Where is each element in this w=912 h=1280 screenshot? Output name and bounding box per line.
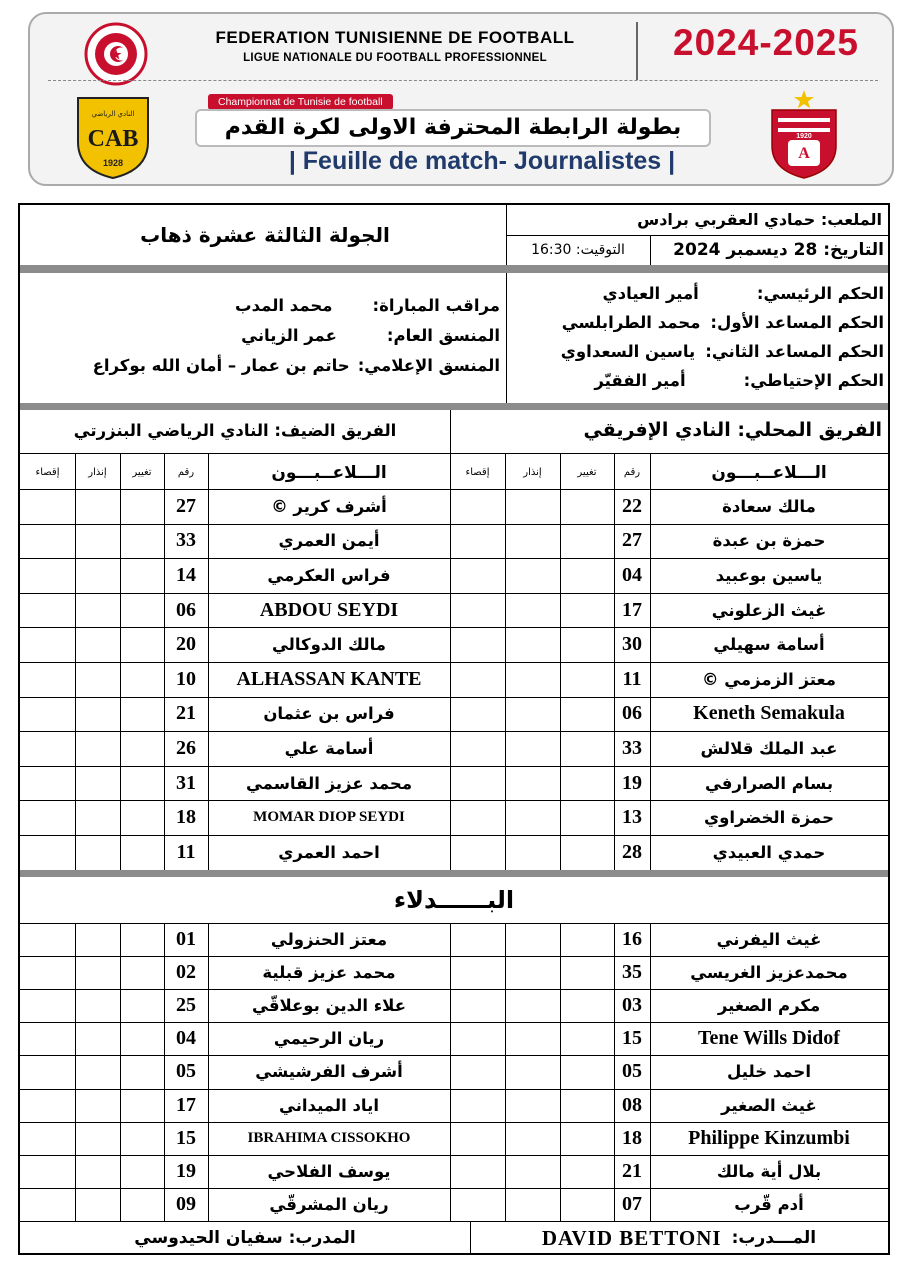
home-player-name: Tene Wills Didof — [698, 1027, 840, 1050]
column-line — [505, 489, 506, 870]
home-coach — [476, 1221, 882, 1255]
home-player-name: غيث الزعلوني — [711, 600, 827, 620]
column-line — [650, 923, 651, 1221]
referee-label: الحكم الرئيسي: — [756, 284, 884, 303]
home-player-name: بسام الصرارفي — [704, 773, 834, 793]
home-player-number: 30 — [622, 633, 642, 656]
assistant1-name: محمد الطرابلسي — [561, 313, 701, 332]
away-team-label: الفريق الضيف: النادي الرياضي البنزرتي — [73, 421, 397, 440]
league-title-arabic: بطولة الرابطة المحترفة الاولى لكرة القدم — [195, 109, 711, 147]
away-col-number: رقم — [177, 467, 195, 478]
away-player-number: 33 — [176, 529, 196, 552]
media-names: حاتم بن عمار – أمان الله بوكراع — [92, 356, 350, 375]
home-player-number: 19 — [622, 771, 642, 794]
column-line — [560, 923, 561, 1221]
away-logo-text: CAB — [87, 126, 139, 152]
home-player-name: غيث الصغير — [721, 1095, 817, 1115]
sheet-title: | Feuille de match- Journalistes | — [288, 147, 676, 175]
coordinator-label: المنسق العام: — [386, 326, 500, 345]
away-col-expulsion: إقصاء — [35, 467, 60, 478]
match-round: الجولة الثالثة عشرة ذهاب — [140, 223, 390, 247]
home-player-name: غيث اليفرني — [716, 930, 822, 950]
home-player-name: معتز الزمزمي © — [701, 669, 837, 689]
championship-pill: Championnat de Tunisie de football — [208, 94, 393, 110]
away-player-number: 25 — [176, 994, 196, 1017]
home-player-name: عبد الملك قلالش — [700, 739, 838, 758]
home-player-number: 35 — [622, 961, 642, 984]
home-player-number: 18 — [622, 1126, 642, 1149]
home-logo-year: 1920 — [796, 133, 812, 140]
away-player-number: 17 — [176, 1093, 196, 1116]
away-club-logo-icon — [74, 94, 152, 180]
away-player-name: مالك الدوكالي — [271, 635, 387, 655]
column-line — [560, 489, 561, 870]
observer-label: مراقب المباراة: — [372, 296, 500, 315]
header-divider — [636, 22, 638, 80]
home-player-number: 06 — [622, 702, 642, 725]
observer-name: محمد المدب — [235, 296, 333, 315]
home-player-name: مالك سعادة — [722, 496, 816, 516]
assistant1-label: الحكم المساعد الأول: — [710, 313, 884, 332]
away-player-name: فراس العكرمي — [267, 566, 391, 585]
column-line — [560, 453, 561, 489]
away-player-name: محمد عزيز قبلية — [262, 963, 396, 983]
away-player-number: 06 — [176, 598, 196, 621]
home-player-number: 11 — [622, 667, 642, 690]
column-line — [208, 453, 209, 489]
column-line — [120, 923, 121, 1221]
away-player-name: علاء الدين بوعلاقّي — [252, 996, 406, 1016]
home-col-expulsion: إقصاء — [465, 467, 490, 478]
away-player-number: 15 — [176, 1126, 196, 1149]
column-line — [120, 453, 121, 489]
away-player-name: فراس بن عثمان — [263, 704, 395, 724]
team-label-underline — [20, 453, 888, 454]
column-line — [650, 489, 651, 870]
away-player-name: IBRAHIMA CISSOKHO — [247, 1129, 411, 1146]
home-player-number: 08 — [622, 1093, 642, 1116]
away-player-name: MOMAR DIOP SEYDI — [253, 809, 405, 826]
away-player-number: 05 — [176, 1060, 196, 1083]
reserve-label: الحكم الإحتياطي: — [743, 371, 884, 390]
home-player-number: 03 — [622, 994, 642, 1017]
stadium: الملعب: حمادي العقربي برادس — [637, 210, 882, 229]
section-bar — [20, 403, 888, 410]
referee-name: أمير العيادي — [602, 284, 699, 303]
away-coach: المدرب: سفيان الحيدوسي — [134, 1228, 356, 1248]
away-player-name: محمد عزيز القاسمي — [245, 773, 413, 793]
home-player-name: أسامة سهيلي — [713, 635, 825, 655]
away-player-number: 04 — [176, 1027, 196, 1050]
date-time-divider — [650, 235, 651, 265]
svg-text:النادي الرياضي: النادي الرياضي — [91, 110, 135, 118]
home-player-name: حمزة بن عبدة — [712, 531, 826, 551]
away-player-name: أسامة علي — [284, 739, 374, 758]
away-player-number: 14 — [176, 564, 196, 586]
league-name: LIGUE NATIONALE DU FOOTBALL PROFESSIONNEL — [243, 52, 547, 64]
away-player-number: 27 — [176, 494, 196, 517]
section-bar — [20, 870, 888, 877]
away-player-number: 26 — [176, 737, 196, 759]
referees-block — [512, 279, 884, 395]
home-col-warning: إنذار — [523, 467, 542, 478]
svg-text:A: A — [798, 145, 810, 162]
away-player-number: 31 — [176, 771, 196, 794]
column-line — [505, 923, 506, 1221]
match-staff-block — [30, 291, 500, 381]
coordinator-name: عمر الزياني — [241, 326, 337, 345]
away-player-number: 09 — [176, 1192, 196, 1215]
home-player-number: 05 — [622, 1060, 642, 1083]
home-player-name: حمزة الخضراوي — [703, 808, 834, 828]
season: 2024-2025 — [673, 22, 859, 63]
column-line — [75, 923, 76, 1221]
home-player-number: 22 — [622, 494, 642, 517]
away-player-name: أشرف كرير © — [271, 496, 387, 516]
assistant2-name: ياسين السعداوي — [560, 342, 696, 361]
away-player-number: 02 — [176, 961, 196, 984]
officials-divider — [506, 273, 507, 403]
home-player-name: مكرم الصغير — [717, 996, 821, 1016]
home-club-logo-icon — [766, 88, 842, 180]
column-line — [75, 489, 76, 870]
away-player-number: 01 — [176, 928, 196, 951]
away-player-name: اياد الميداني — [279, 1095, 379, 1115]
subs-title: البــــــدلاء — [393, 886, 515, 914]
away-player-number: 20 — [176, 633, 196, 656]
home-player-name: احمد خليل — [727, 1062, 811, 1082]
home-player-number: 16 — [622, 928, 642, 951]
away-player-number: 21 — [176, 702, 196, 725]
home-player-name: بلال أية مالك — [716, 1161, 822, 1181]
match-date: التاريخ: 28 ديسمبر 2024 — [673, 240, 884, 260]
home-col-players: الـــلاعــبـــون — [711, 463, 827, 483]
away-player-name: أشرف الفرشيشي — [255, 1062, 403, 1082]
subs-divider — [450, 923, 451, 1221]
column-line — [120, 489, 121, 870]
home-coach-name: DAVID BETTONI — [541, 1225, 722, 1250]
federation-text — [160, 28, 630, 64]
home-player-number: 21 — [622, 1159, 642, 1182]
home-player-number: 04 — [622, 564, 642, 586]
home-col-number: رقم — [623, 467, 641, 478]
home-player-name: أدم قّرب — [734, 1194, 804, 1214]
assistant2-label: الحكم المساعد الثاني: — [705, 342, 884, 361]
home-player-name: Keneth Semakula — [693, 702, 845, 725]
away-player-name: ABDOU SEYDI — [259, 598, 399, 621]
away-logo-year: 1928 — [102, 158, 124, 168]
away-player-number: 18 — [176, 806, 196, 829]
away-player-name: أيمن العمري — [278, 531, 380, 551]
away-col-warning: إنذار — [88, 467, 107, 478]
away-player-name: معتز الحنزولي — [270, 930, 388, 950]
away-player-name: يوسف الفلاحي — [267, 1161, 391, 1181]
home-player-name: حمدي العبيدي — [712, 842, 826, 862]
away-col-change: تغيير — [132, 467, 152, 478]
media-label: المنسق الإعلامي: — [357, 356, 500, 375]
away-player-number: 11 — [176, 840, 196, 863]
reserve-name: أمير الفقيّر — [594, 371, 686, 390]
match-time: التوقيت: 16:30 — [531, 242, 625, 258]
federation-logo-icon — [60, 20, 172, 88]
home-player-number: 28 — [622, 840, 642, 863]
home-player-number: 07 — [622, 1192, 642, 1215]
away-player-name: احمد العمري — [278, 842, 380, 862]
away-player-name: ريان الرحيمي — [273, 1029, 385, 1049]
home-player-name: ياسين بوعبيد — [715, 566, 823, 585]
away-col-players: الـــلاعــبـــون — [271, 463, 387, 483]
column-line — [208, 489, 209, 870]
home-player-number: 33 — [622, 737, 642, 759]
column-line — [164, 453, 165, 489]
column-line — [505, 453, 506, 489]
away-player-name: ريان المشرقّي — [269, 1194, 389, 1214]
home-player-number: 17 — [622, 598, 642, 621]
match-sheet — [18, 203, 890, 1255]
home-player-name: Philippe Kinzumbi — [688, 1126, 850, 1149]
home-player-number: 15 — [622, 1027, 642, 1050]
column-line — [614, 453, 615, 489]
home-team-label: الفريق المحلي: النادي الإفريقي — [583, 419, 882, 441]
home-player-number: 27 — [622, 529, 642, 552]
home-coach-label: المـــدرب: — [731, 1228, 817, 1248]
header-dashed-line — [48, 80, 878, 82]
home-player-name: محمدعزيز الغريسي — [690, 963, 848, 983]
header-banner — [28, 12, 894, 186]
home-player-number: 13 — [622, 806, 642, 829]
away-player-number: 19 — [176, 1159, 196, 1182]
column-line — [208, 923, 209, 1221]
column-line — [650, 453, 651, 489]
home-col-change: تغيير — [577, 467, 597, 478]
away-player-name: ALHASSAN KANTE — [236, 667, 422, 690]
coaches-divider — [470, 1221, 471, 1255]
column-line — [75, 453, 76, 489]
away-player-number: 10 — [176, 667, 196, 690]
section-bar — [20, 265, 888, 273]
federation-name: FEDERATION TUNISIENNE DE FOOTBALL — [215, 28, 575, 47]
